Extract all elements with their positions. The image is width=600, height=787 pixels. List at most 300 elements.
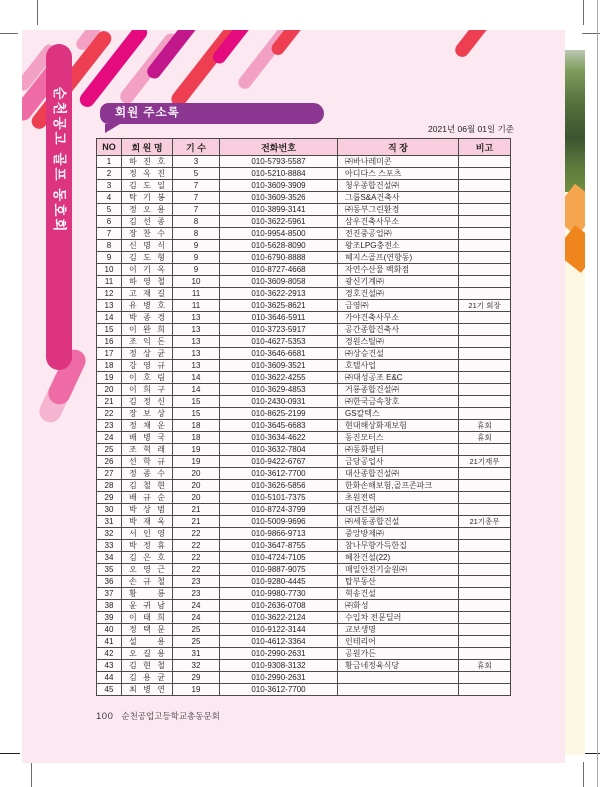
workplace: 초원전력 xyxy=(338,492,459,504)
note xyxy=(459,252,511,264)
phone-number: 010-9308-3132 xyxy=(220,660,338,672)
note xyxy=(459,192,511,204)
crop-mark xyxy=(0,753,20,754)
row-no: 27 xyxy=(97,468,122,480)
phone-number: 010-3634-4622 xyxy=(220,432,338,444)
workplace: ㈜동부그린환경 xyxy=(338,204,459,216)
row-no: 30 xyxy=(97,504,122,516)
workplace: 교보생명 xyxy=(338,624,459,636)
cohort: 19 xyxy=(173,684,220,696)
member-table-header-row xyxy=(97,139,511,156)
table-row xyxy=(97,372,511,384)
table-row xyxy=(97,540,511,552)
page-number: 100 xyxy=(96,711,114,722)
row-no: 37 xyxy=(97,588,122,600)
row-no: 33 xyxy=(97,540,122,552)
workplace: ㈜한국금속창호 xyxy=(338,396,459,408)
phone-number: 010-2990-2631 xyxy=(220,648,338,660)
cohort: 22 xyxy=(173,552,220,564)
row-no: 18 xyxy=(97,360,122,372)
table-row xyxy=(97,600,511,612)
workplace: 한화손해보험,골프존파크 xyxy=(338,480,459,492)
cohort: 8 xyxy=(173,216,220,228)
column-header: 회 원 명 xyxy=(122,139,173,156)
workplace: 청우종합건설㈜ xyxy=(338,180,459,192)
cohort: 23 xyxy=(173,576,220,588)
member-name: 박 정 휴 xyxy=(122,540,173,552)
cohort: 11 xyxy=(173,300,220,312)
table-row xyxy=(97,360,511,372)
page-footer xyxy=(96,710,220,722)
member-name: 김 정 신 xyxy=(122,396,173,408)
phone-number: 010-3646-6681 xyxy=(220,348,338,360)
row-no: 28 xyxy=(97,480,122,492)
table-row xyxy=(97,216,511,228)
table-row xyxy=(97,228,511,240)
phone-number: 010-5628-8090 xyxy=(220,240,338,252)
phone-number: 010-6790-8888 xyxy=(220,252,338,264)
phone-number: 010-2636-0708 xyxy=(220,600,338,612)
decor-capsule xyxy=(452,30,501,60)
table-row xyxy=(97,576,511,588)
member-name: 하 진 호 xyxy=(122,156,173,168)
member-name: 박 재 욱 xyxy=(122,516,173,528)
table-row xyxy=(97,684,511,696)
table-row xyxy=(97,516,511,528)
table-row xyxy=(97,252,511,264)
table-row xyxy=(97,468,511,480)
member-name: 설 용 xyxy=(122,636,173,648)
phone-number: 010-3612-7700 xyxy=(220,684,338,696)
member-name: 오 길 용 xyxy=(122,648,173,660)
row-no: 12 xyxy=(97,288,122,300)
note xyxy=(459,180,511,192)
phone-number: 010-3625-8621 xyxy=(220,300,338,312)
phone-number: 010-5793-5587 xyxy=(220,156,338,168)
table-row xyxy=(97,240,511,252)
cohort: 24 xyxy=(173,600,220,612)
phone-number: 010-8625-2199 xyxy=(220,408,338,420)
workplace: 삼우건축사무소 xyxy=(338,216,459,228)
cohort: 13 xyxy=(173,348,220,360)
phone-number: 010-3899-3141 xyxy=(220,204,338,216)
member-name: 김 선 종 xyxy=(122,216,173,228)
workplace: ㈜동화필터 xyxy=(338,444,459,456)
column-header: NO xyxy=(97,139,122,156)
table-row xyxy=(97,624,511,636)
member-name: 조 혁 래 xyxy=(122,444,173,456)
note xyxy=(459,348,511,360)
member-name: 김 용 균 xyxy=(122,672,173,684)
member-name: 정 택 문 xyxy=(122,624,173,636)
cohort: 22 xyxy=(173,528,220,540)
phone-number: 010-3609-8058 xyxy=(220,276,338,288)
member-name: 정 옥 진 xyxy=(122,168,173,180)
note xyxy=(459,312,511,324)
phone-number: 010-9980-7730 xyxy=(220,588,338,600)
cohort: 31 xyxy=(173,648,220,660)
member-name: 이 희 구 xyxy=(122,384,173,396)
member-name: 고 재 길 xyxy=(122,288,173,300)
member-name: 장 보 상 xyxy=(122,408,173,420)
workplace: 금당공업사 xyxy=(338,456,459,468)
adjacent-page-decor xyxy=(565,225,585,273)
workplace: 대건건설㈜ xyxy=(338,504,459,516)
member-name: 김 은 호 xyxy=(122,552,173,564)
workplace: 그룹S&A건축사 xyxy=(338,192,459,204)
row-no: 5 xyxy=(97,204,122,216)
note xyxy=(459,684,511,696)
cohort: 19 xyxy=(173,456,220,468)
cohort: 14 xyxy=(173,384,220,396)
table-row xyxy=(97,288,511,300)
page-title: 회원 주소록 xyxy=(115,107,180,119)
note xyxy=(459,480,511,492)
table-row xyxy=(97,492,511,504)
member-name: 김 도 일 xyxy=(122,180,173,192)
member-name: 정 종 수 xyxy=(122,468,173,480)
note xyxy=(459,324,511,336)
phone-number: 010-3609-3521 xyxy=(220,360,338,372)
table-row xyxy=(97,648,511,660)
org-name: 순천공업고등학교총동문회 xyxy=(121,711,220,721)
cohort: 20 xyxy=(173,480,220,492)
cohort: 19 xyxy=(173,444,220,456)
workplace: 대산종합건설㈜ xyxy=(338,468,459,480)
cohort: 13 xyxy=(173,324,220,336)
phone-number: 010-3612-7700 xyxy=(220,468,338,480)
member-name: 정 오 용 xyxy=(122,204,173,216)
workplace: ㈜바나레미콘 xyxy=(338,156,459,168)
workplace: ㈜대성공조 E&C xyxy=(338,372,459,384)
cohort: 22 xyxy=(173,540,220,552)
cohort: 24 xyxy=(173,612,220,624)
column-header: 기 수 xyxy=(173,139,220,156)
note xyxy=(459,612,511,624)
table-row xyxy=(97,588,511,600)
member-name: 정 상 균 xyxy=(122,348,173,360)
cohort: 20 xyxy=(173,468,220,480)
note xyxy=(459,468,511,480)
row-no: 9 xyxy=(97,252,122,264)
row-no: 4 xyxy=(97,192,122,204)
cohort: 20 xyxy=(173,492,220,504)
workplace: 광신기계㈜ xyxy=(338,276,459,288)
cohort: 32 xyxy=(173,660,220,672)
member-name: 김 도 형 xyxy=(122,252,173,264)
row-no: 23 xyxy=(97,420,122,432)
cohort: 15 xyxy=(173,408,220,420)
note: 21기 회장 xyxy=(459,300,511,312)
phone-number: 010-5009-9696 xyxy=(220,516,338,528)
workplace: 경원스틸㈜ xyxy=(338,336,459,348)
member-name: 최 병 연 xyxy=(122,684,173,696)
note: 휴회 xyxy=(459,420,511,432)
row-no: 39 xyxy=(97,612,122,624)
note xyxy=(459,672,511,684)
table-row xyxy=(97,396,511,408)
workplace: 참나무향가득한집 xyxy=(338,540,459,552)
member-name: 김 현 철 xyxy=(122,660,173,672)
table-row xyxy=(97,672,511,684)
row-no: 14 xyxy=(97,312,122,324)
note xyxy=(459,576,511,588)
member-name: 김 철 현 xyxy=(122,480,173,492)
workplace: 헤지스골프(연향동) xyxy=(338,252,459,264)
table-row xyxy=(97,180,511,192)
row-no: 44 xyxy=(97,672,122,684)
cohort: 13 xyxy=(173,360,220,372)
cohort: 9 xyxy=(173,240,220,252)
phone-number: 010-3622-2913 xyxy=(220,288,338,300)
member-name: 오 영 근 xyxy=(122,564,173,576)
note xyxy=(459,636,511,648)
member-name: 윤 귀 남 xyxy=(122,600,173,612)
column-header: 전화번호 xyxy=(220,139,338,156)
row-no: 17 xyxy=(97,348,122,360)
phone-number: 010-3622-2124 xyxy=(220,612,338,624)
table-row xyxy=(97,324,511,336)
cohort: 7 xyxy=(173,180,220,192)
phone-number: 010-3626-5856 xyxy=(220,480,338,492)
phone-number: 010-4612-3364 xyxy=(220,636,338,648)
row-no: 8 xyxy=(97,240,122,252)
workplace: 공원가든 xyxy=(338,648,459,660)
workplace: 탑부동산 xyxy=(338,576,459,588)
table-row xyxy=(97,432,511,444)
adjacent-page-photo xyxy=(565,50,585,192)
crop-mark xyxy=(0,33,18,34)
row-no: 24 xyxy=(97,432,122,444)
note xyxy=(459,600,511,612)
phone-number: 010-3629-4853 xyxy=(220,384,338,396)
phone-number: 010-3646-5911 xyxy=(220,312,338,324)
workplace: 호텔사업 xyxy=(338,360,459,372)
table-row xyxy=(97,384,511,396)
cohort: 25 xyxy=(173,624,220,636)
crop-mark xyxy=(597,0,598,787)
row-no: 22 xyxy=(97,408,122,420)
phone-number: 010-3645-6683 xyxy=(220,420,338,432)
cohort: 13 xyxy=(173,312,220,324)
row-no: 11 xyxy=(97,276,122,288)
member-name: 이 기 옥 xyxy=(122,264,173,276)
table-row xyxy=(97,276,511,288)
note xyxy=(459,396,511,408)
workplace: 동진모터스 xyxy=(338,432,459,444)
note xyxy=(459,204,511,216)
note xyxy=(459,216,511,228)
row-no: 6 xyxy=(97,216,122,228)
row-no: 7 xyxy=(97,228,122,240)
note: 휴회 xyxy=(459,432,511,444)
row-no: 41 xyxy=(97,636,122,648)
cohort: 18 xyxy=(173,420,220,432)
table-row xyxy=(97,204,511,216)
column-header: 비고 xyxy=(459,139,511,156)
workplace: 혁송건설 xyxy=(338,588,459,600)
cohort: 21 xyxy=(173,516,220,528)
note xyxy=(459,444,511,456)
workplace: 혜찬건설(22) xyxy=(338,552,459,564)
member-name: 박 종 경 xyxy=(122,312,173,324)
note xyxy=(459,240,511,252)
row-no: 43 xyxy=(97,660,122,672)
cohort: 22 xyxy=(173,564,220,576)
member-table xyxy=(96,138,511,696)
note xyxy=(459,276,511,288)
phone-number: 010-9280-4445 xyxy=(220,576,338,588)
member-name: 황 룡 xyxy=(122,588,173,600)
member-name: 배 병 국 xyxy=(122,432,173,444)
member-name: 배 규 순 xyxy=(122,492,173,504)
row-no: 34 xyxy=(97,552,122,564)
crop-mark xyxy=(31,762,32,787)
phone-number: 010-8727-4668 xyxy=(220,264,338,276)
note xyxy=(459,156,511,168)
row-no: 29 xyxy=(97,492,122,504)
member-name: 서 인 영 xyxy=(122,528,173,540)
cohort: 14 xyxy=(173,372,220,384)
row-no: 40 xyxy=(97,624,122,636)
workplace: 전진중공업㈜ xyxy=(338,228,459,240)
row-no: 42 xyxy=(97,648,122,660)
table-row xyxy=(97,312,511,324)
section-title-bubble xyxy=(100,103,324,124)
workplace: ㈜상승건설 xyxy=(338,348,459,360)
member-name: 박 상 범 xyxy=(122,504,173,516)
workplace: 자연수산물 백화점 xyxy=(338,264,459,276)
phone-number: 010-3622-4255 xyxy=(220,372,338,384)
workplace: ㈜화성 xyxy=(338,600,459,612)
cohort: 9 xyxy=(173,252,220,264)
note xyxy=(459,336,511,348)
crop-mark xyxy=(37,0,38,25)
workplace: 중앙방제㈜ xyxy=(338,528,459,540)
table-row xyxy=(97,168,511,180)
phone-number: 010-8724-3799 xyxy=(220,504,338,516)
cohort: 25 xyxy=(173,636,220,648)
column-header: 직 장 xyxy=(338,139,459,156)
table-row xyxy=(97,504,511,516)
table-row xyxy=(97,348,511,360)
row-no: 3 xyxy=(97,180,122,192)
table-row xyxy=(97,564,511,576)
row-no: 1 xyxy=(97,156,122,168)
phone-number: 010-9122-3144 xyxy=(220,624,338,636)
table-row xyxy=(97,528,511,540)
address-book-page xyxy=(22,30,565,763)
phone-number: 010-9866-9713 xyxy=(220,528,338,540)
note: 휴회 xyxy=(459,660,511,672)
row-no: 26 xyxy=(97,456,122,468)
row-no: 36 xyxy=(97,576,122,588)
crop-mark xyxy=(583,762,584,787)
table-row xyxy=(97,336,511,348)
note xyxy=(459,168,511,180)
note xyxy=(459,360,511,372)
member-name: 이 태 희 xyxy=(122,612,173,624)
workplace: 아디다스 스포츠 xyxy=(338,168,459,180)
row-no: 31 xyxy=(97,516,122,528)
cohort: 21 xyxy=(173,504,220,516)
phone-number: 010-9887-9075 xyxy=(220,564,338,576)
member-table-body xyxy=(97,156,511,696)
table-row xyxy=(97,552,511,564)
table-row xyxy=(97,456,511,468)
phone-number: 010-2990-2631 xyxy=(220,672,338,684)
table-row xyxy=(97,408,511,420)
note: 21기재무 xyxy=(459,456,511,468)
note xyxy=(459,648,511,660)
table-row xyxy=(97,300,511,312)
phone-number: 010-4724-7105 xyxy=(220,552,338,564)
member-name: 손 규 철 xyxy=(122,576,173,588)
member-name: 정 채 운 xyxy=(122,420,173,432)
phone-number: 010-3609-3526 xyxy=(220,192,338,204)
cohort: 9 xyxy=(173,264,220,276)
cohort: 7 xyxy=(173,192,220,204)
cohort: 13 xyxy=(173,336,220,348)
phone-number: 010-4627-5353 xyxy=(220,336,338,348)
note xyxy=(459,408,511,420)
table-row xyxy=(97,636,511,648)
table-row xyxy=(97,612,511,624)
member-name: 신 명 식 xyxy=(122,240,173,252)
note xyxy=(459,624,511,636)
phone-number: 010-3723-5917 xyxy=(220,324,338,336)
note xyxy=(459,384,511,396)
row-no: 15 xyxy=(97,324,122,336)
cohort: 23 xyxy=(173,588,220,600)
workplace xyxy=(338,684,459,696)
row-no: 35 xyxy=(97,564,122,576)
workplace: 수입차 전문딜러 xyxy=(338,612,459,624)
row-no: 21 xyxy=(97,396,122,408)
note xyxy=(459,288,511,300)
note xyxy=(459,540,511,552)
workplace: 황금네정육식당 xyxy=(338,660,459,672)
cohort: 15 xyxy=(173,396,220,408)
cohort: 7 xyxy=(173,204,220,216)
table-row xyxy=(97,264,511,276)
row-no: 25 xyxy=(97,444,122,456)
row-no: 38 xyxy=(97,600,122,612)
row-no: 13 xyxy=(97,300,122,312)
workplace: 거룡종합건설㈜ xyxy=(338,384,459,396)
adjacent-page-strip xyxy=(565,50,585,755)
cohort: 29 xyxy=(173,672,220,684)
workplace: 인테리어 xyxy=(338,636,459,648)
note xyxy=(459,564,511,576)
member-name: 장 찬 수 xyxy=(122,228,173,240)
member-name: 하 영 철 xyxy=(122,276,173,288)
note xyxy=(459,492,511,504)
note: 21기총무 xyxy=(459,516,511,528)
phone-number: 010-5210-8884 xyxy=(220,168,338,180)
workplace: 금영㈜ xyxy=(338,300,459,312)
member-name: 조 익 돈 xyxy=(122,336,173,348)
phone-number: 010-3622-5961 xyxy=(220,216,338,228)
workplace: 공간종합건축사 xyxy=(338,324,459,336)
crop-mark xyxy=(583,0,584,25)
member-name: 이 호 림 xyxy=(122,372,173,384)
workplace: 현대해상화재보험 xyxy=(338,420,459,432)
table-row xyxy=(97,444,511,456)
sidebar-club-label: 순천공고 골프 동호회 xyxy=(52,86,67,234)
phone-number: 010-3609-3909 xyxy=(220,180,338,192)
table-row xyxy=(97,660,511,672)
